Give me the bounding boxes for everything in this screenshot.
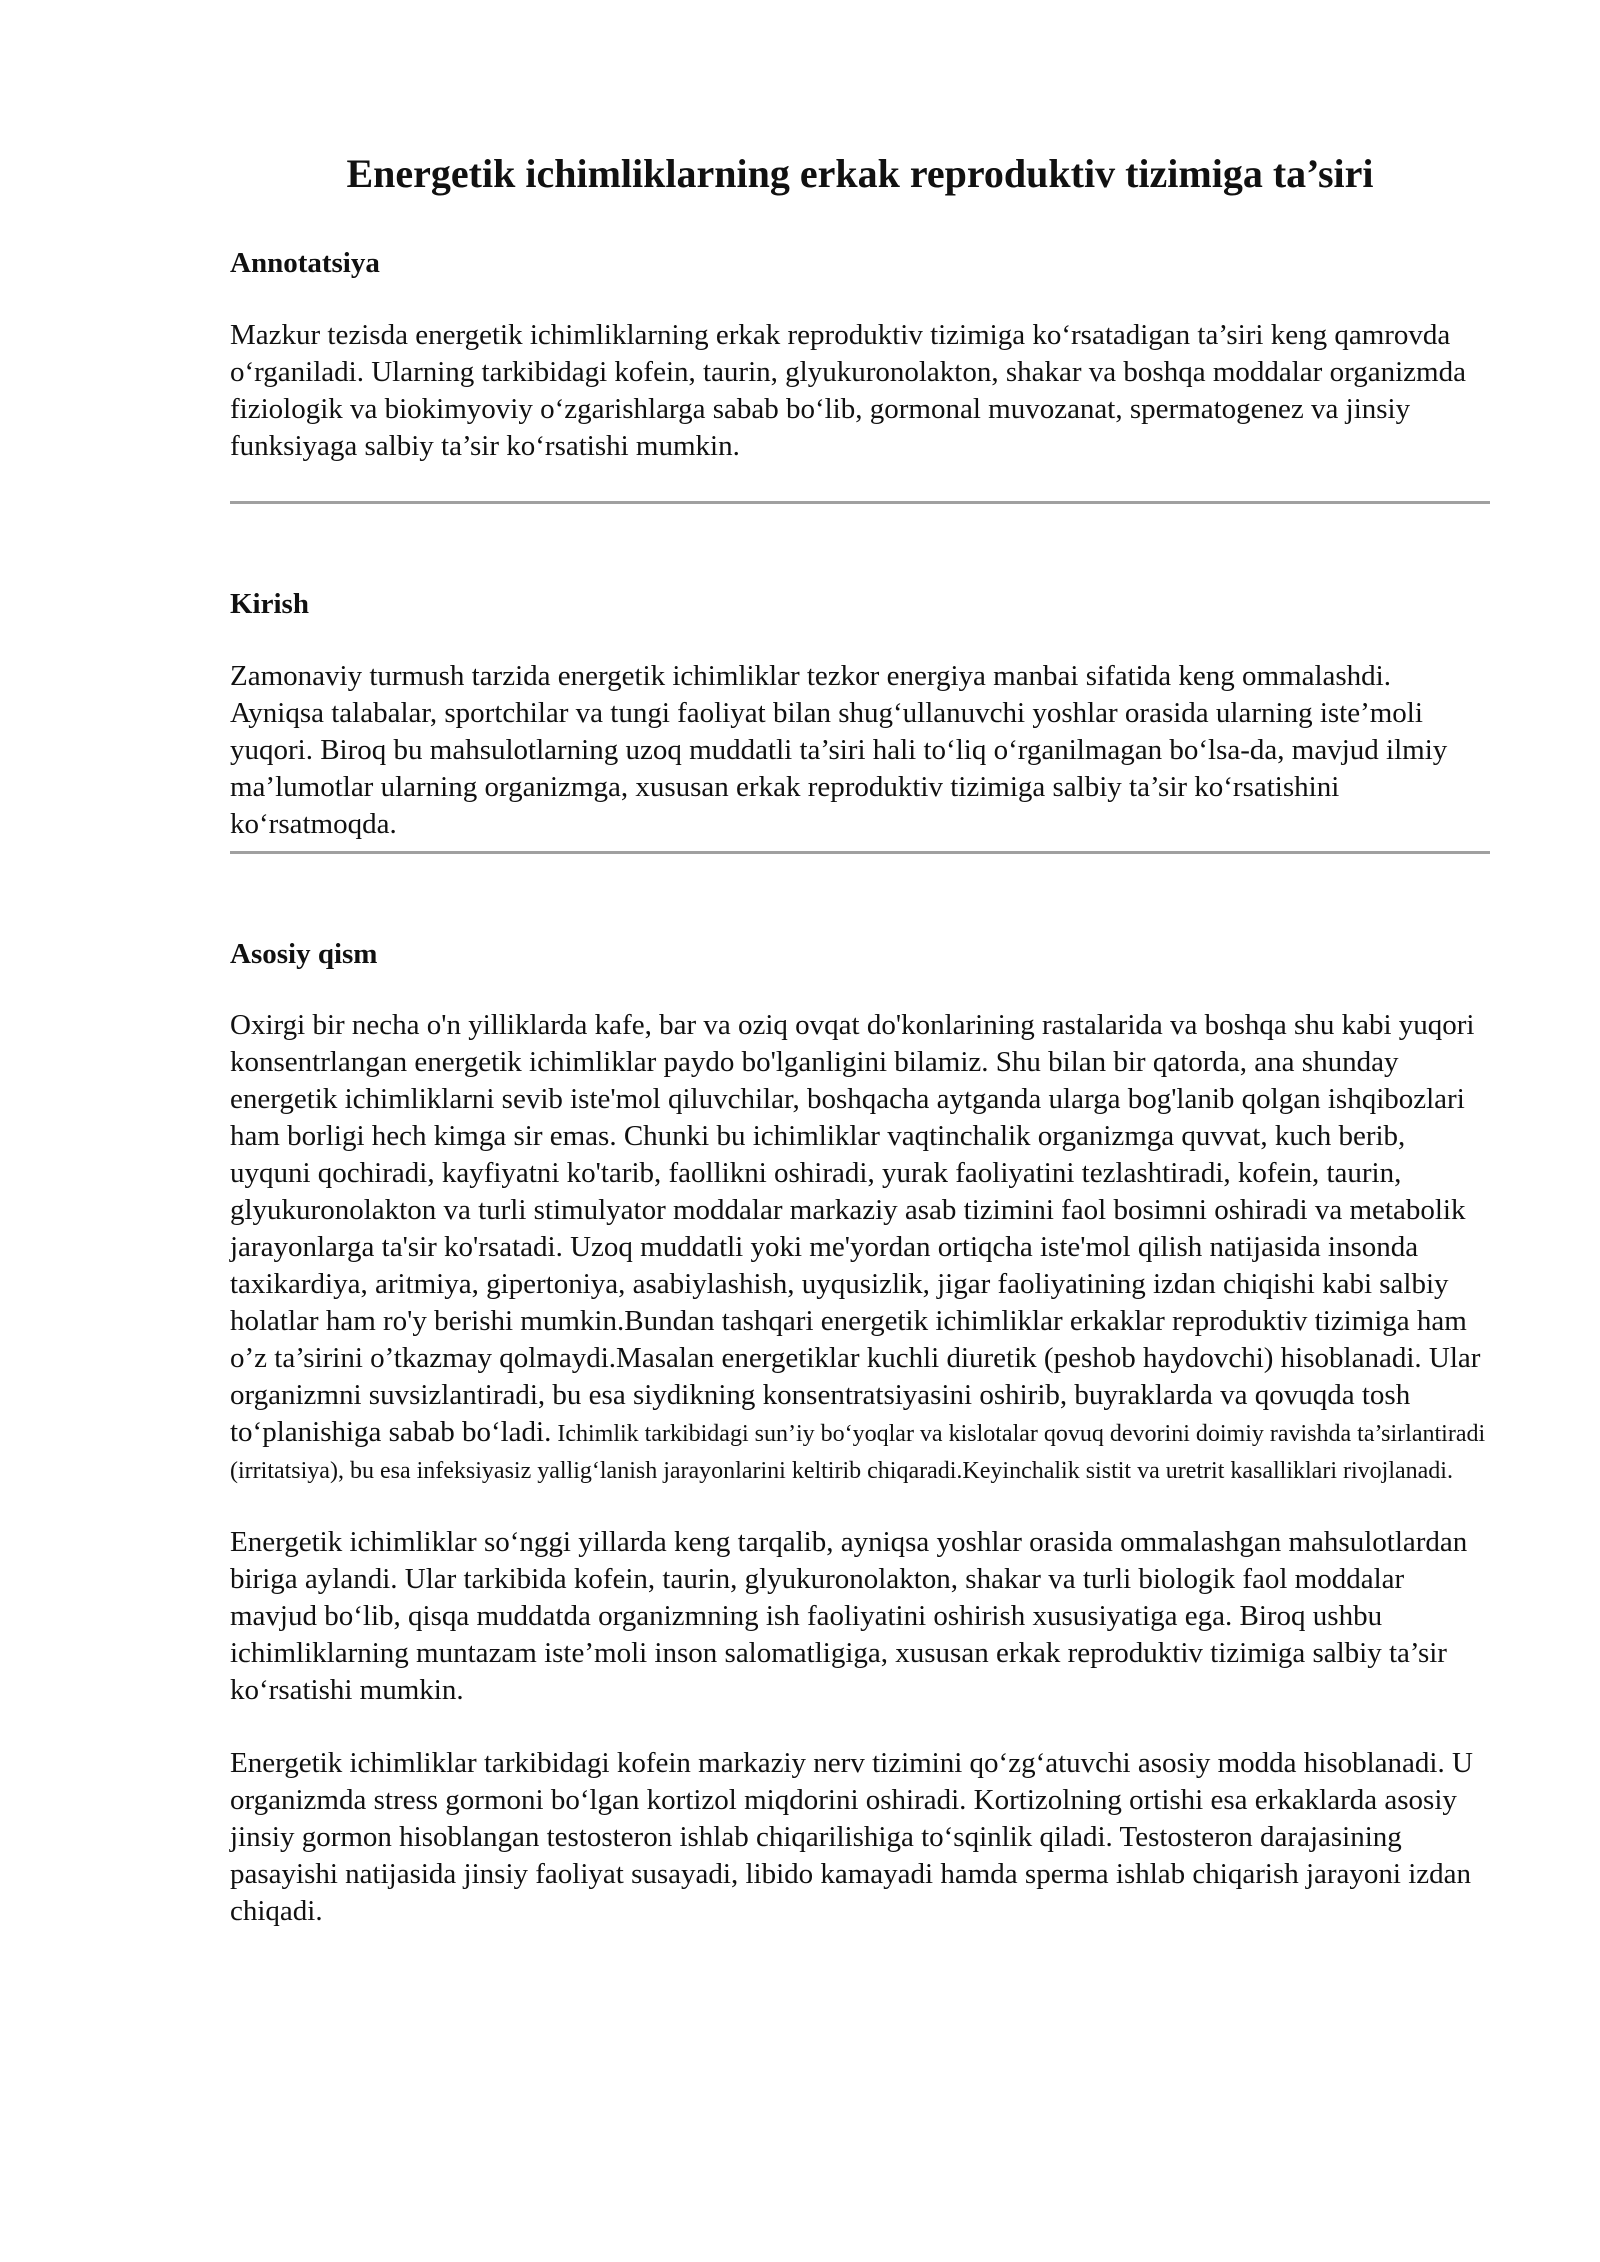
section-heading-intro: Kirish (230, 587, 309, 620)
document-page (230, 150, 1490, 1930)
document-title: Energetik ichimliklarning erkak reproduktiv tizimiga ta’siri (346, 151, 1374, 196)
intro-paragraph: Zamonaviy turmush tarzida energetik ichimliklar tezkor energiya manbai sifatida keng ommalashdi. Ayniqsa talabalar, sportchilar va tungi faoliyat bilan shug‘ullanuvchi yoshlar orasida ularning iste’moli yuqori. Biroq bu mahsulotlarning uzoq muddatli ta’siri hali to‘liq o‘rganilmagan bo‘lsa-da, mavjud ilmiy ma’lumotlar ularning organizmga, xususan erkak reproduktiv tizimiga salbiy ta’sir ko‘rsatishini ko‘rsatmoqda. (230, 659, 1448, 840)
section-heading-annotation: Annotatsiya (230, 247, 380, 279)
section-heading-main: Asosiy qism (230, 937, 378, 970)
annotation-paragraph: Mazkur tezisda energetik ichimliklarning erkak reproduktiv tizimiga ko‘rsatadigan ta’siri keng qamrovda o‘rganiladi. Ularning tarkibidagi kofein, taurin, glyukuronolakton, shakar va boshqa moddalar organizmda fiziologik va biokimyoviy o‘zgarishlarga sabab bo‘lib, gormonal muvozanat, spermatogenez va jinsiy funksiyaga salbiy ta’sir ko‘rsatishi mumkin. (230, 318, 1466, 462)
main-paragraph-1 (230, 1007, 1490, 1488)
main-paragraph-3: Energetik ichimliklar tarkibidagi kofein markaziy nerv tizimini qo‘zg‘atuvchi asosiy modda hisoblanadi. U organizmda stress gormoni bo‘lgan kortizol miqdorini oshiradi. Kortizolning ortishi esa erkaklarda asosiy jinsiy gormon hisoblangan testosteron ishlab chiqarilishiga to‘sqinlik qiladi. Testosteron darajasining pasayishi natijasida jinsiy faoliyat susayadi, libido kamayadi hamda sperma ishlab chiqarish jarayoni izdan chiqadi. (230, 1747, 1473, 1928)
main-paragraph-1-small-text: Ichimlik tarkibidagi sun’iy bo‘yoqlar va kislotalar qovuq devorini doimiy ravishda ta’sirlantiradi (irritatsiya), bu esa infeksiyasiz yallig‘lanish jarayonlarini keltirib chiqaradi.Keyinchalik sistit va uretrit kasalliklari rivojlanadi. (230, 1421, 1486, 1485)
main-paragraph-1-text: Oxirgi bir necha o'n yilliklarda kafe, bar va oziq ovqat do'konlarining rastalarida va boshqa shu kabi yuqori konsentrlangan energetik ichimliklar paydo bo'lganligini bilamiz. Shu bilan bir qatorda, ana shunday energetik ichimliklarni sevib iste'mol qiluvchilar, boshqacha aytganda ularga bog'lanib qolgan ishqibozlari ham borligi hech kimga sir emas. Chunki bu ichimliklar vaqtinchalik organizmga quvvat, kuch berib, uyquni qochiradi, kayfiyatni ko'tarib, faollikni oshiradi, yurak faoliyatini tezlashtiradi, kofein, taurin, glyukuronolakton va turli stimulyator moddalar markaziy asab tizimini faol bosimni oshiradi va metabolik jarayonlarga ta'sir ko'rsatadi. Uzoq muddatli yoki me'yordan ortiqcha iste'mol qilish natijasida insonda taxikardiya, aritmiya, gipertoniya, asabiylashish, uyqusizlik, jigar faoliyatining izdan chiqishi kabi salbiy holatlar ham ro'y berishi mumkin.Bundan tashqari energetik ichimliklar erkaklar reproduktiv tizimiga ham o’z ta’sirini o’tkazmay qolmaydi.Masalan energetiklar kuchli diuretik (peshob haydovchi) hisoblanadi. Ular organizmni suvsizlantiradi, bu esa siydikning konsentratsiyasini oshirib, buyraklarda va qovuqda tosh to‘planishiga sabab bo‘ladi. (230, 1009, 1481, 1449)
main-paragraph-2: Energetik ichimliklar so‘nggi yillarda keng tarqalib, ayniqsa yoshlar orasida ommalashgan mahsulotlardan biriga aylandi. Ular tarkibida kofein, taurin, glyukuronolakton, shakar va turli biologik faol moddalar mavjud bo‘lib, qisqa muddatda organizmning ish faoliyatini oshirish xususiyatiga ega. Biroq ushbu ichimliklarning muntazam iste’moli inson salomatligiga, xususan erkak reproduktiv tizimiga salbiy ta’sir ko‘rsatishi mumkin. (230, 1526, 1468, 1707)
